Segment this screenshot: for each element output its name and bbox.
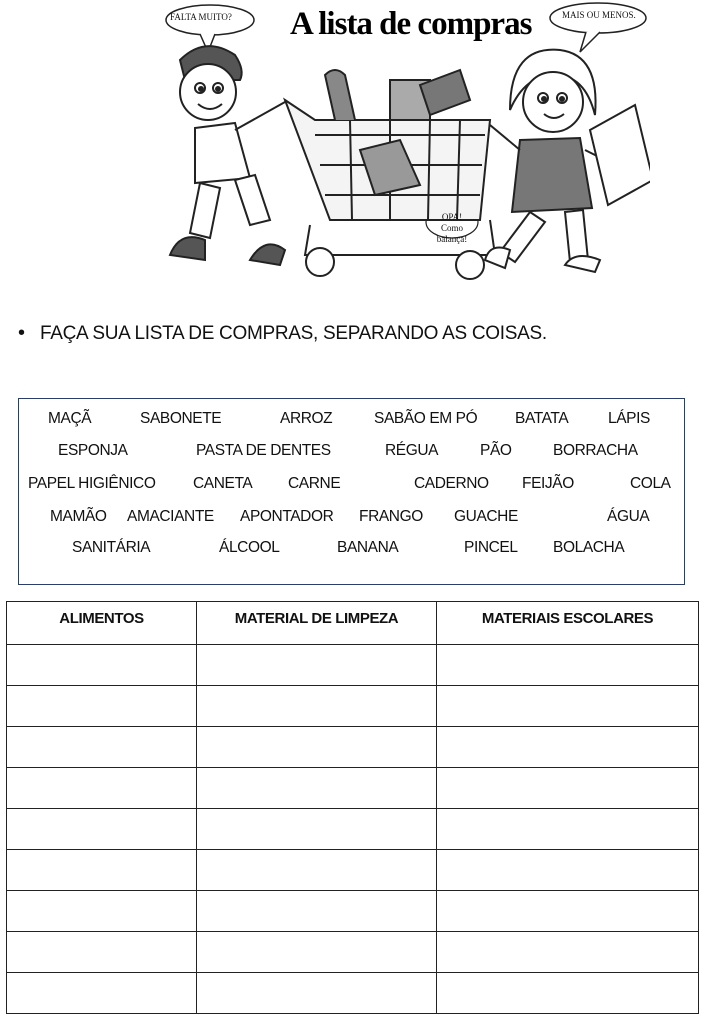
- shopping-list-table: [6, 601, 699, 1014]
- table-cell[interactable]: [437, 809, 699, 850]
- word-item: CADERNO: [414, 475, 489, 492]
- word-item: CARNE: [288, 475, 341, 492]
- table-cell[interactable]: [197, 768, 437, 809]
- word-item: BANANA: [337, 539, 399, 556]
- word-item: BORRACHA: [553, 442, 638, 459]
- word-item: RÉGUA: [385, 442, 439, 459]
- table-cell[interactable]: [7, 932, 197, 973]
- word-item: ÁGUA: [607, 508, 650, 525]
- table-cell[interactable]: [197, 973, 437, 1014]
- table-row: [7, 891, 699, 932]
- instruction-text: [18, 322, 547, 345]
- table-row: [7, 686, 699, 727]
- word-item: AMACIANTE: [127, 508, 214, 525]
- word-item: PÃO: [480, 442, 512, 459]
- table-cell[interactable]: [197, 645, 437, 686]
- word-item: MAMÃO: [50, 508, 107, 525]
- word-item: FRANGO: [359, 508, 423, 525]
- table-cell[interactable]: [437, 686, 699, 727]
- table-cell[interactable]: [7, 645, 197, 686]
- word-item: APONTADOR: [240, 508, 334, 525]
- table-cell[interactable]: [437, 727, 699, 768]
- table-cell[interactable]: [7, 809, 197, 850]
- table-row: [7, 973, 699, 1014]
- table-cell[interactable]: [437, 932, 699, 973]
- table-cell[interactable]: [197, 727, 437, 768]
- instruction-label: FAÇA SUA LISTA DE COMPRAS, SEPARANDO AS COISAS.: [40, 323, 547, 344]
- table-cell[interactable]: [197, 891, 437, 932]
- table-cell[interactable]: [7, 727, 197, 768]
- table-cell[interactable]: [437, 768, 699, 809]
- word-item: MAÇÃ: [48, 410, 92, 427]
- word-item: PASTA DE DENTES: [196, 442, 331, 459]
- header-materiais-escolares: MATERIAIS ESCOLARES: [437, 602, 699, 645]
- table-cell[interactable]: [7, 973, 197, 1014]
- table-cell[interactable]: [197, 686, 437, 727]
- table-cell[interactable]: [437, 973, 699, 1014]
- table-cell[interactable]: [437, 645, 699, 686]
- girl-figure: [485, 50, 650, 272]
- table-cell[interactable]: [197, 850, 437, 891]
- table-row: [7, 727, 699, 768]
- boy-speech-text: FALTA MUITO?: [170, 12, 232, 22]
- table-row: [7, 809, 699, 850]
- table-cell[interactable]: [197, 809, 437, 850]
- table-row: [7, 850, 699, 891]
- table-cell[interactable]: [7, 686, 197, 727]
- word-item: PINCEL: [464, 539, 518, 556]
- table-cell[interactable]: [437, 850, 699, 891]
- table-cell[interactable]: [197, 932, 437, 973]
- table-row: [7, 932, 699, 973]
- word-item: SANITÁRIA: [72, 539, 151, 556]
- shopping-illustration: [160, 0, 650, 290]
- cart-speech-text: OPA! Como balança!: [436, 212, 468, 244]
- girl-speech-text: MAIS OU MENOS.: [562, 10, 636, 20]
- word-item: BOLACHA: [553, 539, 625, 556]
- word-item: PAPEL HIGIÊNICO: [28, 475, 156, 492]
- word-item: ARROZ: [280, 410, 333, 427]
- word-item: CANETA: [193, 475, 253, 492]
- table-cell[interactable]: [437, 891, 699, 932]
- table-cell[interactable]: [7, 891, 197, 932]
- word-item: GUACHE: [454, 508, 518, 525]
- worksheet-title: A lista de compras: [290, 6, 532, 42]
- word-item: SABONETE: [140, 410, 222, 427]
- word-item: SABÃO EM PÓ: [374, 410, 478, 427]
- table-cell[interactable]: [7, 768, 197, 809]
- table-cell[interactable]: [7, 850, 197, 891]
- word-item: ÁLCOOL: [219, 539, 280, 556]
- boy-figure: [170, 46, 285, 265]
- shopping-cart: [285, 70, 495, 279]
- table-header-row: [7, 602, 699, 645]
- word-item: COLA: [630, 475, 671, 492]
- word-item: FEIJÃO: [522, 475, 574, 492]
- word-item: LÁPIS: [608, 410, 650, 427]
- header-alimentos: ALIMENTOS: [7, 602, 197, 645]
- header-material-de-limpeza: MATERIAL DE LIMPEZA: [197, 602, 437, 645]
- table-row: [7, 768, 699, 809]
- word-item: ESPONJA: [58, 442, 128, 459]
- table-row: [7, 645, 699, 686]
- bullet-icon: •: [18, 322, 25, 344]
- word-item: BATATA: [515, 410, 569, 427]
